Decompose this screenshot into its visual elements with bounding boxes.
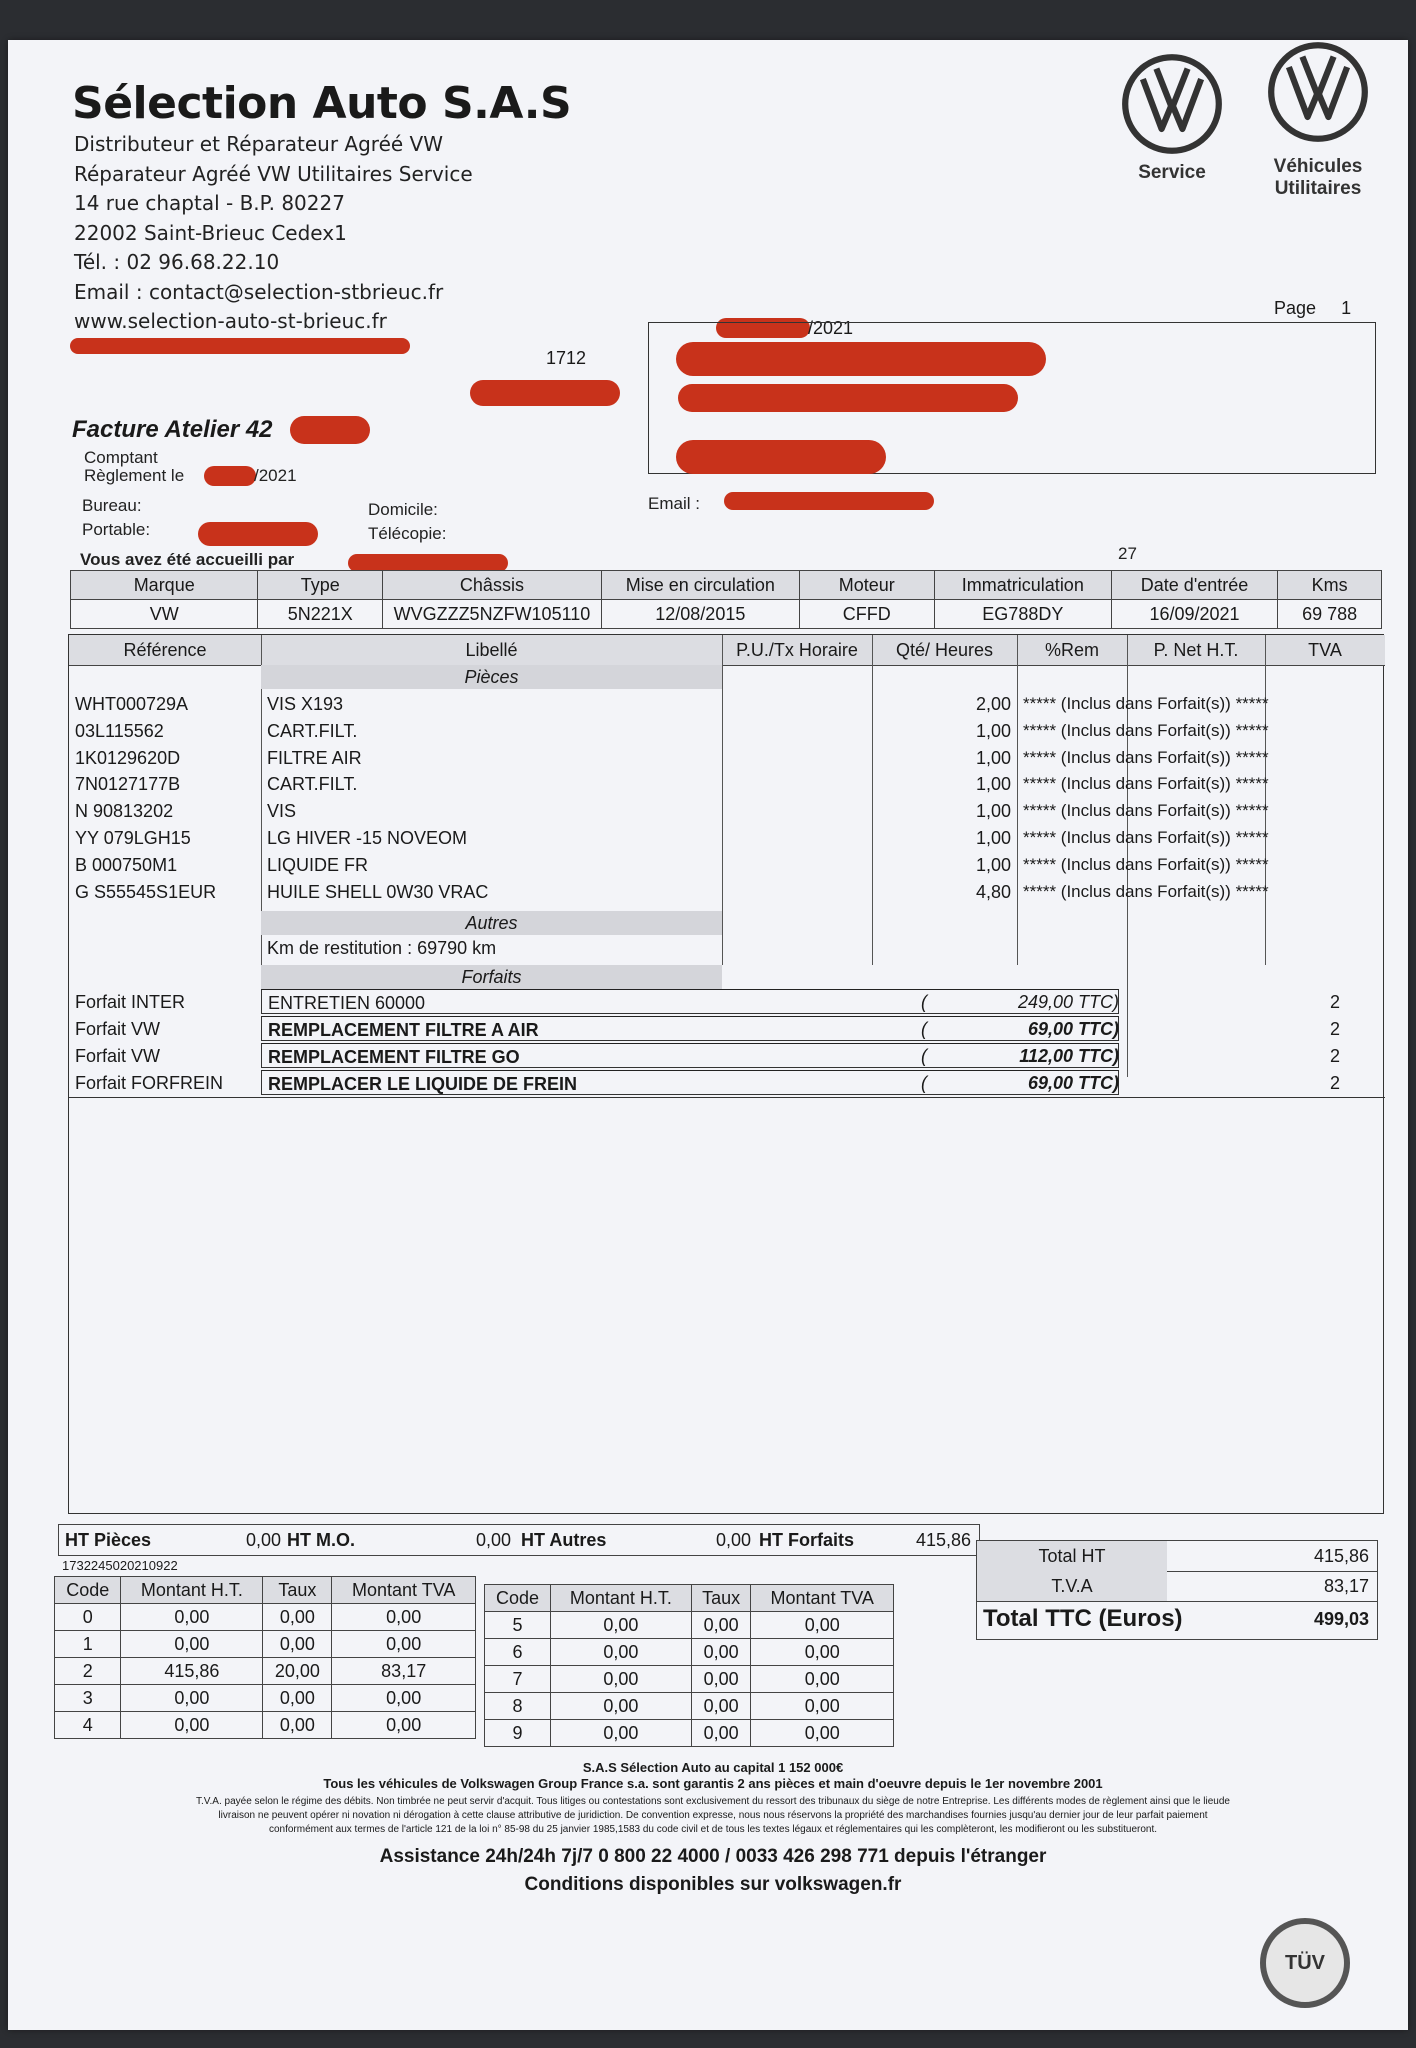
vat-cell: 0,00 (691, 1720, 751, 1747)
vat-cell: 0,00 (691, 1693, 751, 1720)
vat-cell: 2 (55, 1658, 121, 1685)
vat-cell: 8 (485, 1693, 551, 1720)
vehicle-value-cell: 69 788 (1278, 600, 1382, 629)
footer-assistance: Assistance 24h/24h 7j/7 0 800 22 4000 / 0033 426 298 771 depuis l'étranger (379, 1846, 1047, 1867)
redaction (204, 466, 256, 486)
vat-header: Taux (691, 1585, 751, 1612)
total-ttc-label: Total TTC (Euros) (983, 1605, 1183, 1632)
vehicle-table (70, 570, 1382, 629)
autres-line: Km de restitution : 69790 km (267, 938, 497, 958)
ht-forfaits-value: 415,86 (915, 1530, 971, 1550)
vehicle-value-cell: 5N221X (258, 600, 383, 629)
vat-row (485, 1720, 894, 1747)
part-label: LIQUIDE FR (267, 854, 369, 875)
forfait-code: Forfait INTER (75, 992, 186, 1012)
redaction (676, 342, 1046, 376)
vat-cell: 1 (55, 1631, 121, 1658)
vat-cell: 0,00 (263, 1712, 332, 1739)
column-header: %Rem (1017, 635, 1127, 666)
vehicle-value-cell: 12/08/2015 (601, 600, 799, 629)
vat-cell: 0,00 (332, 1712, 476, 1739)
total-ht-row (977, 1541, 1377, 1572)
forfait-label: REMPLACEMENT FILTRE GO (261, 1043, 1119, 1068)
forfait-price: 69,00 TTC) (1027, 1073, 1119, 1093)
address-line: www.selection-auto-st-brieuc.fr (74, 309, 387, 333)
vat-row (485, 1612, 894, 1639)
client-number: 1712 (546, 348, 587, 368)
service-label: Service (1138, 162, 1206, 183)
vat-row (55, 1604, 476, 1631)
vat-cell: 0,00 (550, 1720, 691, 1747)
vat-cell: 6 (485, 1639, 551, 1666)
vehicle-header-cell: Type (258, 571, 383, 600)
total-tva-row (977, 1571, 1377, 1602)
total-ht-label: Total HT (977, 1541, 1167, 1571)
column-header: P. Net H.T. (1127, 635, 1265, 666)
vat-cell: 0,00 (121, 1685, 263, 1712)
part-qty: 1,00 (975, 774, 1011, 795)
footer-conditions: Conditions disponibles sur volkswagen.fr (524, 1874, 902, 1895)
vat-header: Montant TVA (332, 1577, 476, 1604)
part-label: HUILE SHELL 0W30 VRAC (267, 881, 489, 902)
part-labels (267, 691, 488, 905)
vat-cell: 0,00 (263, 1631, 332, 1658)
vehicle-header-cell: Mise en circulation (601, 571, 799, 600)
included-note: ***** (Inclus dans Forfait(s)) ***** (1023, 720, 1269, 740)
vat-cell: 83,17 (332, 1658, 476, 1685)
vat-header: Montant H.T. (550, 1585, 691, 1612)
forfait-open: ( (921, 1046, 927, 1066)
part-qty: 2,00 (975, 694, 1011, 714)
vat-header-row (485, 1585, 894, 1612)
vat-cell: 0,00 (332, 1604, 476, 1631)
address-line: Réparateur Agréé VW Utilitaires Service (74, 161, 473, 186)
included-note: ***** (Inclus dans Forfait(s)) ***** (1023, 694, 1269, 713)
payment-mode: Comptant (84, 448, 158, 467)
vehicle-value-row (71, 600, 1382, 629)
vat-row (55, 1631, 476, 1658)
vw-utilitaires-logo (1258, 40, 1378, 200)
ht-forfaits-label: HT Forfaits (759, 1530, 855, 1550)
reference-number: 1732245020210922 (62, 1558, 178, 1573)
tuv-label: TÜV (1285, 1952, 1325, 1974)
included-note: ***** (Inclus dans Forfait(s)) ***** (1023, 747, 1269, 767)
vat-header: Montant TVA (751, 1585, 894, 1612)
vehicle-value-cell: WVGZZZ5NZFW105110 (383, 600, 602, 629)
vat-cell: 7 (485, 1666, 551, 1693)
forfait-open: ( (921, 1073, 927, 1093)
vat-header: Code (485, 1585, 551, 1612)
footer-legal-1: T.V.A. payée selon le régime des débits. Non timbrée ne peut servir d'acquit. Tous litiges ou contestations sont exclusivement du ressort des tribunaux du siège de notre Entreprise. Les différents modes de règlement ainsi que le lieude (196, 1796, 1230, 1807)
part-ref: 03L115562 (75, 720, 164, 741)
vat-row (55, 1712, 476, 1739)
advisor-number: 27 (1118, 544, 1137, 563)
vat-cell: 0,00 (332, 1685, 476, 1712)
vat-cell: 5 (485, 1612, 551, 1639)
forfait-label: ENTRETIEN 60000 (261, 989, 1119, 1014)
forfait-open: ( (921, 992, 927, 1012)
column-header: Référence (69, 635, 261, 666)
accueil-label: Vous avez été accueilli par (80, 550, 295, 569)
bureau-label: Bureau: (82, 496, 142, 515)
part-quantities (949, 691, 1011, 905)
footer-guarantee: Tous les véhicules de Volkswagen Group France s.a. sont garantis 2 ans pièces et main d'oeuvre depuis le 1er novembre 2001 (323, 1776, 1103, 1791)
vehicle-header-cell: Moteur (799, 571, 934, 600)
part-qty: 4,80 (975, 881, 1011, 902)
part-qty: 1,00 (975, 827, 1011, 848)
utilitaires-label-2: Utilitaires (1274, 178, 1362, 199)
redaction (676, 440, 886, 474)
total-ttc-value: 499,03 (1313, 1609, 1369, 1629)
address-line: Tél. : 02 96.68.22.10 (74, 250, 280, 274)
vehicle-header-cell: Kms (1278, 571, 1382, 600)
total-ttc-row (977, 1601, 1377, 1637)
vat-cell: 20,00 (263, 1658, 332, 1685)
invoice-page (8, 40, 1408, 2030)
tuv-certification-badge (1260, 1918, 1350, 2008)
part-qty: 1,00 (975, 801, 1011, 822)
forfait-tva: 2 (1329, 992, 1340, 1012)
forfait-row (69, 1070, 1385, 1097)
column-divider (722, 635, 723, 965)
company-address (74, 130, 473, 337)
redaction (470, 380, 620, 406)
vehicle-header-cell: Immatriculation (934, 571, 1111, 600)
forfait-label: REMPLACEMENT FILTRE A AIR (261, 1016, 1119, 1041)
part-qty: 1,00 (975, 720, 1011, 741)
vehicle-header-cell: Châssis (383, 571, 602, 600)
forfait-tva: 2 (1329, 1019, 1340, 1039)
ht-autres-label: HT Autres (521, 1530, 607, 1550)
page-label (1274, 298, 1351, 319)
part-label: VIS (267, 801, 297, 822)
reglement-label: Règlement le (84, 466, 185, 485)
telecopie-label: Télécopie: (368, 524, 447, 543)
included-note: ***** (Inclus dans Forfait(s)) ***** (1023, 827, 1269, 847)
column-header: P.U./Tx Horaire (722, 635, 872, 666)
vat-cell: 0,00 (550, 1612, 691, 1639)
page-number: 1 (1341, 298, 1352, 318)
column-divider (872, 635, 873, 965)
column-header: Libellé (261, 635, 722, 666)
vehicle-header-cell: Marque (71, 571, 258, 600)
included-note: ***** (Inclus dans Forfait(s)) ***** (1023, 854, 1269, 874)
vw-logo-icon (1120, 52, 1224, 156)
part-ref: 7N0127177B (75, 774, 181, 795)
redaction (678, 384, 1018, 412)
column-header: Qté/ Heures (872, 635, 1017, 666)
vat-row (55, 1685, 476, 1712)
included-note: ***** (Inclus dans Forfait(s)) ***** (1023, 881, 1269, 901)
part-label: CART.FILT. (267, 720, 358, 741)
column-divider (1017, 635, 1018, 965)
forfait-row (69, 1043, 1385, 1070)
vat-row (485, 1693, 894, 1720)
redaction (290, 416, 370, 444)
vat-cell: 9 (485, 1720, 551, 1747)
page-label-text: Page (1274, 298, 1317, 318)
vehicle-value-cell: 16/09/2021 (1111, 600, 1277, 629)
address-line: 14 rue chaptal - B.P. 80227 (74, 191, 345, 215)
vehicle-value-cell: EG788DY (934, 600, 1111, 629)
forfait-tva: 2 (1329, 1073, 1340, 1093)
forfait-price: 112,00 TTC) (1019, 1046, 1119, 1066)
vat-cell: 0,00 (751, 1612, 894, 1639)
vat-table-right (484, 1584, 894, 1747)
forfait-end-line (69, 1097, 1385, 1098)
vat-cell: 0,00 (263, 1685, 332, 1712)
forfait-row (69, 1016, 1385, 1043)
part-ref: G S55545S1EUR (75, 881, 217, 902)
redaction (70, 338, 410, 354)
forfait-tva: 2 (1329, 1046, 1340, 1066)
vat-cell: 0,00 (691, 1666, 751, 1693)
vw-service-logo (1112, 52, 1232, 184)
redaction (198, 522, 318, 546)
part-qty: 1,00 (975, 854, 1011, 875)
part-included-notes (1023, 691, 1269, 905)
vat-cell: 0,00 (263, 1604, 332, 1631)
ht-mo-label: HT M.O. (287, 1530, 355, 1550)
address-line: Distributeur et Réparateur Agréé VW (74, 132, 443, 156)
ht-pieces-value: 0,00 (245, 1530, 281, 1550)
part-label: VIS X193 (267, 694, 344, 714)
vat-cell: 0,00 (121, 1712, 263, 1739)
ht-autres-value: 0,00 (715, 1530, 751, 1550)
ht-mo-value: 0,00 (475, 1530, 511, 1550)
vehicle-header-cell: Date d'entrée (1111, 571, 1277, 600)
invoice-title: Facture Atelier 42 (72, 416, 273, 443)
section-pieces: Pièces (261, 665, 722, 689)
vat-cell: 0,00 (550, 1666, 691, 1693)
vat-row (485, 1639, 894, 1666)
part-qty: 1,00 (975, 747, 1011, 768)
vat-header: Code (55, 1577, 121, 1604)
vat-cell: 0,00 (751, 1720, 894, 1747)
total-tva-label: T.V.A (977, 1571, 1167, 1601)
ht-pieces-label: HT Pièces (65, 1530, 152, 1550)
part-label: LG HIVER -15 NOVEOM (267, 827, 468, 848)
vat-cell: 0,00 (751, 1666, 894, 1693)
vehicle-value-cell: VW (71, 600, 258, 629)
vat-table-left (54, 1576, 476, 1739)
totals-box (976, 1540, 1378, 1640)
vat-cell: 0,00 (691, 1612, 751, 1639)
part-label: FILTRE AIR (267, 747, 362, 768)
vat-cell: 415,86 (121, 1658, 263, 1685)
part-ref: B 000750M1 (75, 854, 178, 875)
vat-header-row (55, 1577, 476, 1604)
company-name: Sélection Auto S.A.S (72, 78, 572, 129)
vat-cell: 0,00 (751, 1639, 894, 1666)
forfait-code: Forfait FORFREIN (75, 1073, 224, 1093)
vat-row (55, 1658, 476, 1685)
vat-row (485, 1666, 894, 1693)
forfait-open: ( (921, 1019, 927, 1039)
footer-legal-3: conformément aux termes de l'article 121 de la loi n° 85-98 du 25 janvier 1985,1583 du code civil et de tous les textes légaux et réglementaires qui les complèteront, les modifieront ou les substitueront. (268, 1824, 1158, 1835)
forfait-label: REMPLACER LE LIQUIDE DE FREIN (261, 1070, 1119, 1095)
section-forfaits: Forfaits (261, 965, 722, 989)
lines-table (68, 634, 1384, 1514)
part-ref: WHT000729A (75, 694, 189, 714)
section-autres: Autres (261, 911, 722, 935)
vat-cell: 0,00 (332, 1631, 476, 1658)
domicile-label: Domicile: (368, 500, 438, 519)
vat-header: Montant H.T. (121, 1577, 263, 1604)
total-ht-value: 415,86 (1313, 1546, 1369, 1566)
part-ref: N 90813202 (75, 801, 174, 822)
forfait-row (69, 989, 1385, 1016)
address-line: 22002 Saint-Brieuc Cedex1 (74, 220, 347, 245)
vat-cell: 0,00 (121, 1631, 263, 1658)
subtotals-band (58, 1524, 980, 1556)
vat-cell: 4 (55, 1712, 121, 1739)
vat-header: Taux (263, 1577, 332, 1604)
vat-cell: 3 (55, 1685, 121, 1712)
address-line: Email : contact@selection-stbrieuc.fr (74, 279, 444, 304)
utilitaires-label-1: Véhicules (1273, 156, 1363, 177)
column-header: TVA (1265, 635, 1385, 666)
vehicle-header-row (71, 571, 1382, 600)
reglement-date: /2021 (254, 466, 297, 485)
forfait-code: Forfait VW (75, 1046, 161, 1066)
vat-cell: 0,00 (691, 1639, 751, 1666)
vat-cell: 0,00 (121, 1604, 263, 1631)
vat-cell: 0,00 (550, 1639, 691, 1666)
part-label: CART.FILT. (267, 774, 358, 795)
date-suffix: /2021 (808, 318, 854, 338)
forfait-code: Forfait VW (75, 1019, 161, 1039)
vat-cell: 0 (55, 1604, 121, 1631)
part-ref: YY 079LGH15 (75, 827, 191, 848)
vat-cell: 0,00 (550, 1693, 691, 1720)
included-note: ***** (Inclus dans Forfait(s)) ***** (1023, 801, 1269, 821)
vehicle-value-cell: CFFD (799, 600, 934, 629)
total-tva-value: 83,17 (1323, 1576, 1369, 1596)
redaction (724, 492, 934, 510)
email-label: Email : (648, 494, 700, 513)
forfait-price: 249,00 TTC) (1017, 992, 1119, 1012)
part-ref: 1K0129620D (75, 747, 181, 768)
part-refs (75, 691, 216, 905)
footer-legal-2: livraison ne peuvent opérer ni novation ni dérogation à cette clause attributive de juridiction. De convention expresse, nous nous réservons la propriété des marchandises fournies jusqu'au dernier jour de leur parfait paiement (218, 1810, 1208, 1821)
footer-capital: S.A.S Sélection Auto au capital 1 152 000€ (582, 1760, 844, 1775)
included-note: ***** (Inclus dans Forfait(s)) ***** (1023, 774, 1269, 794)
vat-cell: 0,00 (751, 1693, 894, 1720)
vw-logo-icon (1266, 40, 1370, 144)
forfait-price: 69,00 TTC) (1027, 1019, 1119, 1039)
portable-label: Portable: (82, 520, 151, 539)
